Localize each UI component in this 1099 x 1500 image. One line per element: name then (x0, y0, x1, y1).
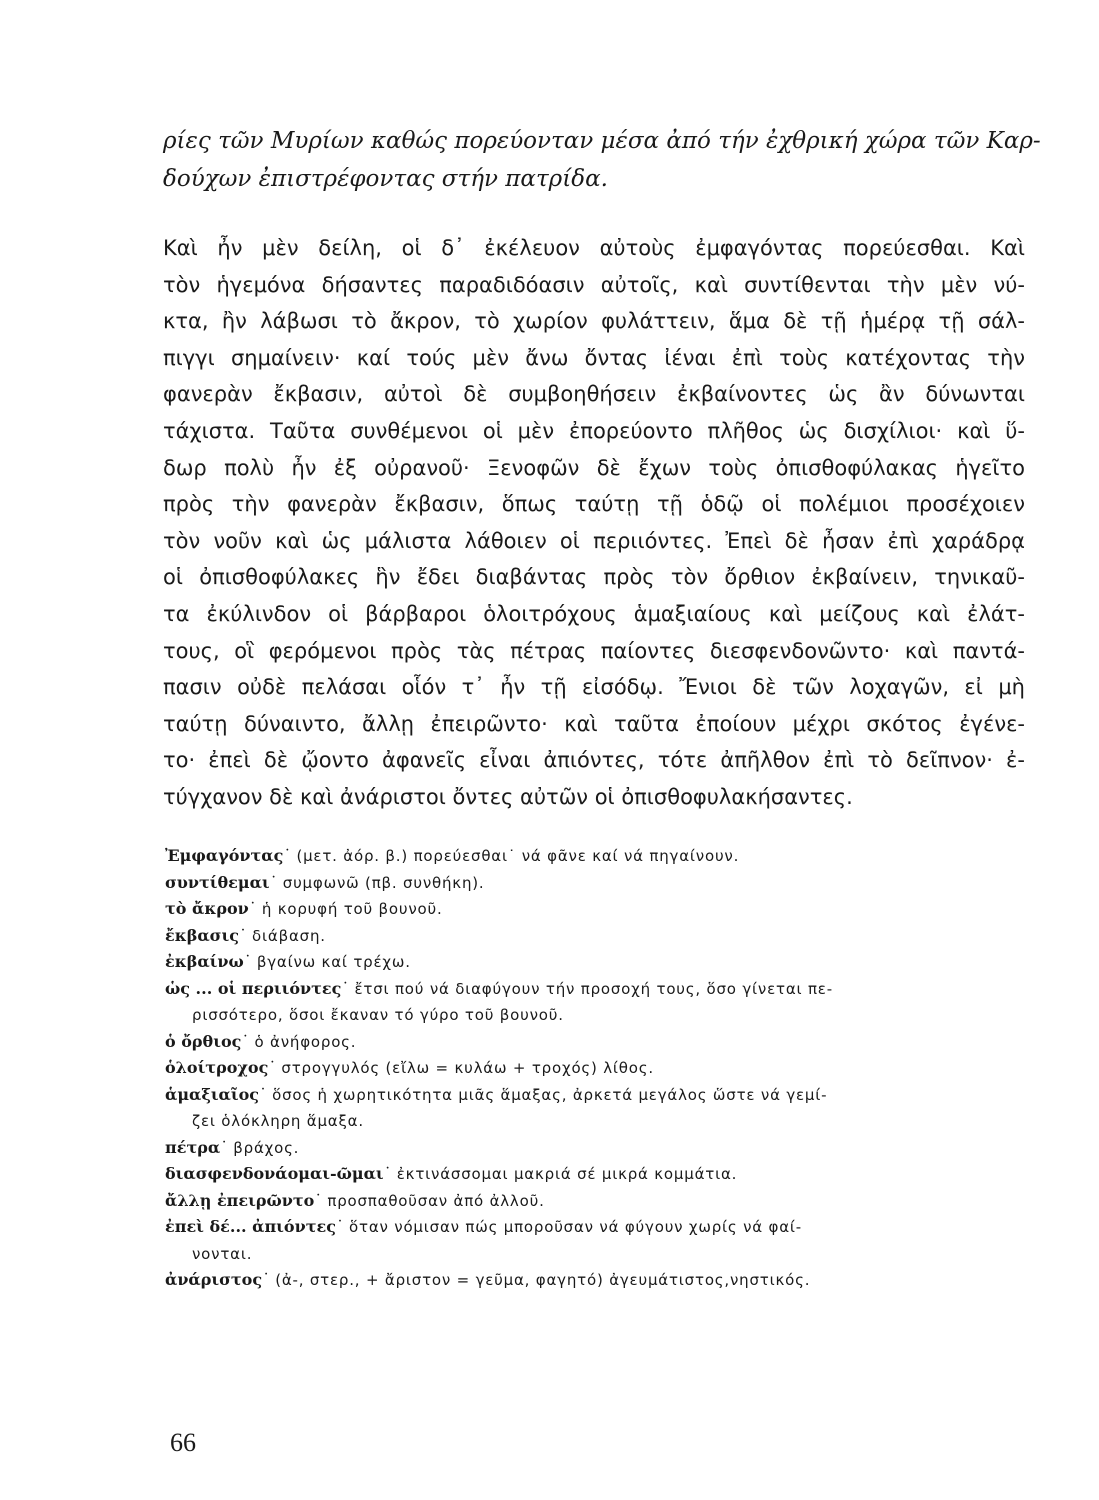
glossary-term: ἐπεὶ δέ... ἀπιόντες (165, 1217, 336, 1236)
greek-passage (163, 230, 1025, 816)
passage-line: πρὸς τὴν φανερὰν ἔκβασιν, ὅπως ταύτῃ τῇ ὁδῷ οἱ πολέμιοι προσέχοιεν (163, 492, 1025, 517)
glossary-term: ὁ ὄρθιος (165, 1031, 242, 1051)
glossary-definition: ὅταν νόμισαν πώς μποροῦσαν νά φύγουν χωρίς νά φαί- (349, 1218, 803, 1236)
glossary-definition: ὁ ἀνήφορος. (254, 1032, 357, 1051)
glossary-entry (165, 949, 1025, 976)
glossary-entry (165, 1055, 1025, 1082)
glossary-term: ἄλλῃ ἐπειρῶντο (165, 1190, 315, 1210)
intro-paragraph (163, 122, 1041, 198)
passage-line: τους, οἳ φερόμενοι πρὸς τὰς πέτρας παίοντες διεσφενδονῶντο· καὶ παντά- (163, 638, 1025, 663)
passage-line: τύγχανον δὲ καὶ ἀνάριστοι ὄντες αὐτῶν οἱ ὀπισθοφυλακήσαντες. (163, 784, 853, 809)
glossary-definition: προσπαθοῦσαν ἀπό ἀλλοῦ. (327, 1191, 545, 1210)
glossary-definition: ζει ὁλόκληρη ἅμαξα. (192, 1112, 364, 1130)
glossary-term: ὡς ... οἱ περιιόντες (165, 978, 342, 998)
intro-line: δούχων ἐπιστρέφοντας στήν πατρίδα. (163, 166, 608, 192)
glossary-continuation (165, 1241, 1025, 1268)
glossary-definition: συμφωνῶ (πβ. συνθήκη). (282, 873, 485, 892)
glossary-separator: ˙ (314, 1190, 328, 1210)
glossary-definition: ὅσος ἡ χωρητικότητα μιᾶς ἅμαξας, ἀρκετά μεγάλος ὥστε νά γεμί- (272, 1085, 828, 1104)
glossary-term: ἔκβασις (165, 925, 239, 945)
glossary-definition: νονται. (192, 1244, 253, 1263)
glossary-entry (165, 1135, 1025, 1162)
glossary-term: τὸ ἄκρον (165, 899, 249, 918)
glossary-line (165, 1267, 1025, 1294)
glossary-definition: βγαίνω καί τρέχω. (256, 953, 411, 971)
glossary-entry (165, 1267, 1025, 1294)
glossary-definition: στρογγυλός (εἴλω = κυλάω + τροχός) λίθος. (281, 1059, 654, 1077)
passage-line: τάχιστα. Ταῦτα συνθέμενοι οἱ μὲν ἐπορεύοντο πλῆθος ὡς δισχίλιοι· καὶ ὕ- (163, 418, 1025, 443)
glossary-line (165, 1029, 1025, 1056)
glossary-term: ἐκβαίνω (165, 952, 244, 971)
glossary-definition: ἡ κορυφή τοῦ βουνοῦ. (261, 900, 443, 918)
glossary-term: διασφενδονάομαι-ῶμαι (165, 1164, 384, 1183)
glossary-separator: ˙ (262, 1270, 276, 1289)
glossary-entry (165, 870, 1025, 897)
glossary-line (165, 1055, 1025, 1082)
glossary-term: ὁλοίτροχος (165, 1058, 269, 1077)
glossary-separator: ˙ (259, 1084, 273, 1104)
glossary-entry (165, 843, 1025, 870)
page-number: 66 (170, 1428, 196, 1457)
glossary-separator: ˙ (238, 925, 253, 945)
passage-line: πασιν οὐδὲ πελάσαι οἷόν τ᾽ ἦν τῇ εἰσόδῳ. Ἔνιοι δὲ τῶν λοχαγῶν, εἰ μὴ (163, 675, 1025, 700)
glossary-continuation (165, 1002, 1025, 1029)
glossary-entry (165, 1214, 1025, 1267)
glossary-term: πέτρα (165, 1137, 221, 1157)
glossary-separator: ˙ (220, 1137, 234, 1157)
passage-line: τὸν νοῦν καὶ ὡς μάλιστα λάθοιεν οἱ περιιόντες. Ἐπεὶ δὲ ἦσαν ἐπὶ χαράδρᾳ (163, 528, 1025, 553)
glossary-term: συντίθεμαι (165, 872, 270, 892)
glossary-continuation (165, 1108, 1025, 1135)
passage-line: πιγγι σημαίνειν· καί τούς μὲν ἄνω ὄντας ἰέναι ἐπὶ τοὺς κατέχοντας τὴν (163, 345, 1025, 370)
intro-line: ρίες τῶν Μυρίων καθώς πορεύονταν μέσα ἀπό τήν ἐχθρική χώρα τῶν Καρ- (163, 128, 1041, 154)
glossary-separator: ˙ (248, 899, 262, 918)
glossary-term: ἀνάριστος (165, 1270, 263, 1289)
glossary-line (165, 949, 1025, 976)
glossary-definition: (ἀ-, στερ., + ἄριστον = γεῦμα, φαγητό) ἀγευμάτιστος,νηστικός. (275, 1271, 811, 1289)
glossary-entry (165, 1029, 1025, 1056)
glossary-term: Ἐμφαγόντας (165, 846, 284, 865)
passage-line: οἱ ὀπισθοφύλακες ἣν ἔδει διαβάντας πρὸς τὸν ὄρθιον ἐκβαίνειν, τηνικαῦ- (163, 565, 1025, 590)
glossary-line (165, 870, 1025, 897)
glossary-line (165, 1161, 1025, 1188)
glossary-separator: ˙ (283, 846, 297, 865)
glossary-separator: ˙ (269, 872, 283, 892)
glossary-separator: ˙ (383, 1164, 397, 1183)
glossary-separator: ˙ (335, 1217, 350, 1236)
glossary-line (165, 976, 1025, 1003)
glossary-definition: (μετ. ἀόρ. β.) πορεύεσθαι˙ νά φᾶνε καί νά πηγαίνουν. (296, 847, 740, 865)
passage-line: τα ἐκύλινδον οἱ βάρβαροι ὁλοιτρόχους ἁμαξιαίους καὶ μείζους καὶ ἐλάτ- (163, 601, 1025, 626)
glossary-line (165, 1188, 1025, 1215)
glossary-definition: ἔτσι πού νά διαφύγουν τήν προσοχή τους, ὅσο γίνεται πε- (354, 979, 833, 998)
glossary-separator: ˙ (241, 1031, 255, 1051)
passage-line: Καὶ ἦν μὲν δείλη, οἱ δ᾽ ἐκέλευον αὐτοὺς ἐμφαγόντας πορεύεσθαι. Καὶ (163, 236, 1025, 260)
glossary-line (165, 843, 1025, 870)
passage-line: τὸν ἡγεμόνα δήσαντες παραδιδόασιν αὐτοῖς, καὶ συντίθενται τὴν μὲν νύ- (163, 272, 1025, 297)
glossary-entry (165, 1082, 1025, 1135)
glossary-definition: βράχος. (233, 1138, 300, 1157)
glossary-term: ἁμαξιαῖος (165, 1084, 260, 1104)
glossary-line (165, 1135, 1025, 1162)
glossary-line (165, 1214, 1025, 1241)
glossary-entry (165, 896, 1025, 923)
glossary-definition: διάβαση. (252, 926, 326, 945)
glossary-entry (165, 923, 1025, 950)
glossary-definition: ἐκτινάσσομαι μακριά σέ μικρά κομμάτια. (396, 1165, 738, 1183)
glossary-separator: ˙ (341, 978, 355, 998)
glossary-definition: ρισσότερο, ὅσοι ἔκαναν τό γύρο τοῦ βουνοῦ. (192, 1006, 564, 1024)
passage-line: κτα, ἢν λάβωσι τὸ ἄκρον, τὸ χωρίον φυλάττειν, ἅμα δὲ τῇ ἡμέρᾳ τῇ σάλ- (163, 309, 1025, 334)
passage-line: το· ἐπεὶ δὲ ᾤοντο ἀφανεῖς εἶναι ἀπιόντες, τότε ἀπῆλθον ἐπὶ τὸ δεῖπνον· ἐ- (163, 748, 1025, 773)
glossary-entry (165, 1188, 1025, 1215)
glossary-line (165, 1082, 1025, 1109)
passage-line: ταύτῃ δύναιντο, ἄλλῃ ἐπειρῶντο· καὶ ταῦτα ἐποίουν μέχρι σκότος ἐγένε- (163, 711, 1025, 736)
passage-line: φανερὰν ἔκβασιν, αὐτοὶ δὲ συμβοηθήσειν ἐκβαίνοντες ὡς ἂν δύνωνται (163, 382, 1025, 407)
glossary-line (165, 896, 1025, 923)
glossary (165, 843, 1025, 1294)
glossary-separator: ˙ (268, 1058, 282, 1077)
glossary-entry (165, 1161, 1025, 1188)
passage-line: δωρ πολὺ ἦν ἐξ οὐρανοῦ· Ξενοφῶν δὲ ἔχων τοὺς ὀπισθοφύλακας ἡγεῖτο (163, 455, 1025, 480)
glossary-entry (165, 976, 1025, 1029)
glossary-line (165, 923, 1025, 950)
glossary-separator: ˙ (243, 952, 257, 971)
